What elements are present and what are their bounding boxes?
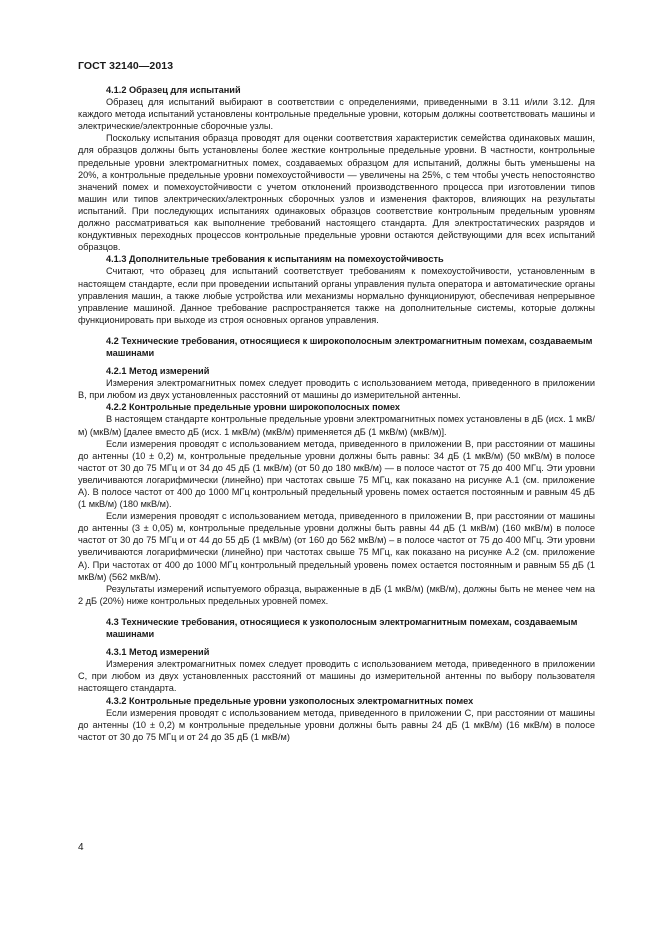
section-heading-4-3-2: 4.3.2 Контрольные предельные уровни узкополосных электромагнитных помех	[106, 695, 474, 706]
section-heading-4-3-1: 4.3.1 Метод измерений	[106, 647, 210, 658]
paragraph: Измерения электромагнитных помех следует проводить с использованием метода, приведенного в приложении С, при любом из двух установленных расстояний от машины до измерительной антенны по выбору пользователя настоящего стандарта.	[78, 659, 595, 694]
paragraph: Если измерения проводят с использованием метода, приведенного в приложении В, при расстоянии от машины до антенны (10 ± 0,2) м, контрольные предельные уровни должны быть равны: 34 дБ (1 мкВ/м) (50 мкВ/м) в полосе частот от 30 до 75 МГц и от 34 до 45 дБ (1 мкВ/м) (от 50 до 180 мкВ/м) — в полосе частот от 75 до 400 МГц. Эти уровни увеличиваются логарифмически (линейно) при частотах свыше 75 МГц, как показано на рисунке А.1 (см. приложение А). В полосе частот от 400 до 1000 МГц контрольный предельный уровень помех остается постоянным и равным 45 дБ (1 мкВ/м) (180 мкВ/м).	[78, 438, 595, 510]
paragraph: Если измерения проводят с использованием метода, приведенного в приложении В, при расстоянии от машины до антенны (3 ± 0,05) м, контрольные предельные уровни должны быть равны 44 дБ (1 мкВ/м) (160 мкВ/м) в полосе частот от 30 до 75 МГц и от 44 до 55 дБ (1 мкВ/м) (от 160 до 562 мкВ/м) – в полосе частот от 75 до 400 МГц. Эти уровни увеличиваются логарифмически (линейно) при частотах свыше 75 МГц, как показано на рисунке А.2 (см. приложение А). При частотах от 400 до 1000 МГц контрольный предельный уровень помех остается постоянным и равным 55 дБ (1 мкВ/м) (562 мкВ/м).	[78, 511, 595, 582]
paragraph: Считают, что образец для испытаний соответствует требованиям к помехоустойчивости, установленным в настоящем стандарте, если при проведении испытаний органы управления пульта оператора и автоматические органы управления машин, а также любые устройства или механизмы нормально функционируют, обеспечивая непрерывное управление машиной. Данное требование распространяется также на дополнительные системы, которые должны функционировать при выходе из строя основных органов управления.	[78, 266, 595, 325]
section-heading-4-2-1: 4.2.1 Метод измерений	[106, 366, 210, 377]
paragraph: Образец для испытаний выбирают в соответствии с определениями, приведенными в 3.11 и/или 3.12. Для каждого метода испытаний установлены контрольные предельные уровни, которым должны соответствовать машины и электрические/электронные сборочные узлы.	[78, 97, 595, 132]
paragraph: Измерения электромагнитных помех следует проводить с использованием метода, приведенного в приложении В, при любом из двух установленных расстояний от машины до измерительной антенны.	[78, 378, 595, 401]
paragraph: В настоящем стандарте контрольные предельные уровни электромагнитных помех установлены в дБ (исх. 1 мкВ/м) (мкВ/м) [далее вместо дБ (исх. 1 мкВ/м) (мкВ/м) применяется дБ (1 мкВ/м) (мкВ/м)].	[78, 414, 595, 437]
section-heading-4-2: 4.2 Технические требования, относящиеся к широкополосным электромагнитным помехам, создаваемым машинами	[106, 335, 593, 358]
section-heading-4-3: 4.3 Технические требования, относящиеся к узкополосным электромагнитным помехам, создаваемым машинами	[106, 616, 578, 640]
paragraph: Поскольку испытания образца проводят для оценки соответствия характеристик семейства одинаковых машин, для образцов должны быть установлены более жесткие контрольные предельные уровни. В частности, контрольные предельные уровни электромагнитных помех, создаваемых образцом для испытаний, должны быть уменьшены на 20%, а контрольные предельные уровни помехоустойчивости — увеличены на 25%, с тем чтобы учесть непостоянство значений помех и помехоустойчивости с учетом отклонений производственного процесса при изготовлении типов машин или типов электрических/электронных сборочных узлов и изменения факторов, влияющих на результаты испытаний. При последующих испытаниях одинаковых образцов соответствие контрольным предельным уровням должно рассматриваться как выполнение требований настоящего стандарта. Для электростатических разрядов и кондуктивных переходных процессов контрольные предельные уровни остаются действующими для всех испытаний образцов.	[78, 133, 595, 253]
standard-header: ГОСТ 32140—2013	[78, 60, 174, 72]
paragraph: Если измерения проводят с использованием метода, приведенного в приложении С, при расстоянии от машины до антенны (10 ± 0,2) м контрольные предельные уровни должны быть равны 24 дБ (1 мкВ/м) (16 мкВ/м) в полосе частот от 30 до 75 МГц и от 24 до 35 дБ (1 мкВ/м)	[78, 707, 595, 742]
page-number: 4	[78, 842, 84, 853]
section-heading-4-1-2: 4.1.2 Образец для испытаний	[106, 85, 241, 95]
paragraph: Результаты измерений испытуемого образца, выраженные в дБ (1 мкВ/м) (мкВ/м), должны быть не менее чем на 2 дБ (20%) ниже контрольных предельных уровней помех.	[78, 583, 595, 606]
section-heading-4-2-2: 4.2.2 Контрольные предельные уровни широкополосных помех	[106, 402, 401, 413]
section-heading-4-1-3: 4.1.3 Дополнительные требования к испытаниям на помехоустойчивость	[106, 254, 444, 265]
document-body	[78, 84, 595, 743]
